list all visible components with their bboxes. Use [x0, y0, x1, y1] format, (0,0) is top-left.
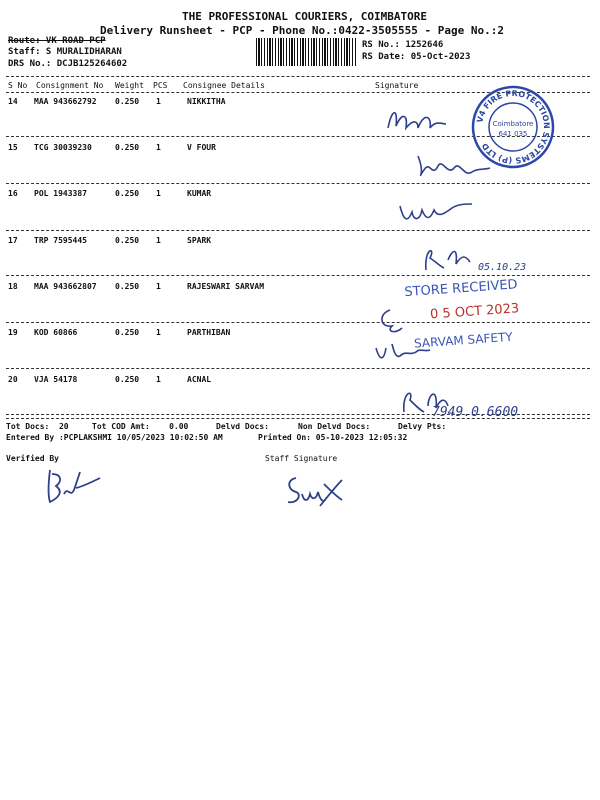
row-sno: 20: [8, 375, 18, 384]
row-divider: [6, 230, 590, 231]
row-pcs: 1: [156, 189, 161, 198]
row-pcs: 1: [156, 143, 161, 152]
non-delivered-docs: Non Delvd Docs:: [298, 422, 371, 431]
handwritten-amount: 7949.0.6600: [432, 405, 519, 420]
seal-pin-text: 641 035: [498, 130, 528, 138]
row-pcs: 1: [156, 375, 161, 384]
verified-by-label: Verified By: [6, 454, 59, 463]
row-weight: 0.250: [115, 328, 140, 337]
row-consignee: SPARK: [187, 236, 212, 245]
row-consignee: ACNAL: [187, 375, 212, 384]
row-pcs: 1: [156, 97, 161, 106]
row-consignment: MAA 943662792: [34, 97, 97, 106]
row-consignment: POL 1943387: [34, 189, 87, 198]
row-consignment: MAA 943662807: [34, 282, 97, 291]
row-weight: 0.250: [115, 143, 140, 152]
row-divider: [6, 183, 590, 184]
row-weight: 0.250: [115, 236, 140, 245]
signature-row-15: [412, 150, 502, 186]
column-header-pcs: PCS: [153, 81, 168, 90]
handwritten-date: 05.10.23: [478, 262, 527, 273]
row-consignee: KUMAR: [187, 189, 212, 198]
delivery-points: Delvy Pts:: [398, 422, 447, 431]
row-sno: 14: [8, 97, 18, 106]
verified-by-signature: [40, 464, 110, 508]
row-consignment: TRP 7595445: [34, 236, 87, 245]
table-top-divider: [6, 76, 590, 77]
rs-number: RS No.: 1252646: [362, 40, 444, 50]
drs-line: DRS No.: DCJB125264602: [8, 59, 128, 69]
row-weight: 0.250: [115, 97, 140, 106]
entered-by: Entered By :PCPLAKSHMI 10/05/2023 10:02:50 AM: [6, 433, 223, 442]
signature-row-20: [398, 382, 568, 422]
column-header-consignment: Consignment No: [36, 81, 104, 90]
row-consignee: V FOUR: [187, 143, 216, 152]
signature-row-14: [384, 100, 474, 138]
column-header-weight: Weight: [115, 81, 144, 90]
store-received-text: STORE RECEIVED: [403, 277, 519, 301]
barcode: [256, 38, 356, 66]
seal-company-text: V4 FIRE PROTECTION SYSTEMS (P) LTD: [475, 88, 552, 166]
row-sno: 18: [8, 282, 18, 291]
row-consignee: NIKKITHA: [187, 97, 226, 106]
total-cod-amount: Tot COD Amt: 0.00: [92, 422, 189, 431]
row-pcs: 1: [156, 282, 161, 291]
column-header-consignee: Consignee Details: [183, 81, 265, 90]
row-pcs: 1: [156, 236, 161, 245]
row-weight: 0.250: [115, 282, 140, 291]
row-sno: 19: [8, 328, 18, 337]
staff-signature: [280, 470, 350, 510]
rs-date: RS Date: 05-Oct-2023: [362, 52, 471, 62]
row-consignment: TCG 30039230: [34, 143, 92, 152]
signature-row-17: [418, 240, 548, 276]
row-pcs: 1: [156, 328, 161, 337]
store-received-date: 0 5 OCT 2023: [429, 301, 520, 323]
row-weight: 0.250: [115, 189, 140, 198]
company-title: THE PROFESSIONAL COURIERS, COIMBATORE: [182, 10, 428, 23]
staff-signature-label: Staff Signature: [265, 454, 338, 463]
total-docs: Tot Docs: 20: [6, 422, 69, 431]
seal-city-text: Coimbatore: [492, 120, 534, 128]
row-divider: [6, 368, 590, 369]
printed-on: Printed On: 05-10-2023 12:05:32: [258, 433, 408, 442]
route-line: Route: VK ROAD PCP: [8, 36, 106, 46]
row-weight: 0.250: [115, 375, 140, 384]
column-header-signature: Signature: [375, 81, 419, 90]
staff-line: Staff: S MURALIDHARAN: [8, 47, 122, 57]
runsheet-subtitle: Delivery Runsheet - PCP - Phone No.:0422-3505555 - Page No.:2: [100, 24, 504, 37]
row-consignee: RAJESWARI SARVAM: [187, 282, 265, 291]
column-header-sno: S No: [8, 81, 28, 90]
row-sno: 16: [8, 189, 18, 198]
delivered-docs: Delvd Docs:: [216, 422, 269, 431]
store-company-text: SARVAM SAFETY: [413, 329, 514, 351]
row-consignee: PARTHIBAN: [187, 328, 231, 337]
row-consignment: KOD 60866: [34, 328, 78, 337]
signature-row-16: [396, 196, 476, 230]
row-consignment: VJA 54178: [34, 375, 78, 384]
signature-row-19: [372, 300, 452, 372]
row-sno: 17: [8, 236, 18, 245]
row-sno: 15: [8, 143, 18, 152]
